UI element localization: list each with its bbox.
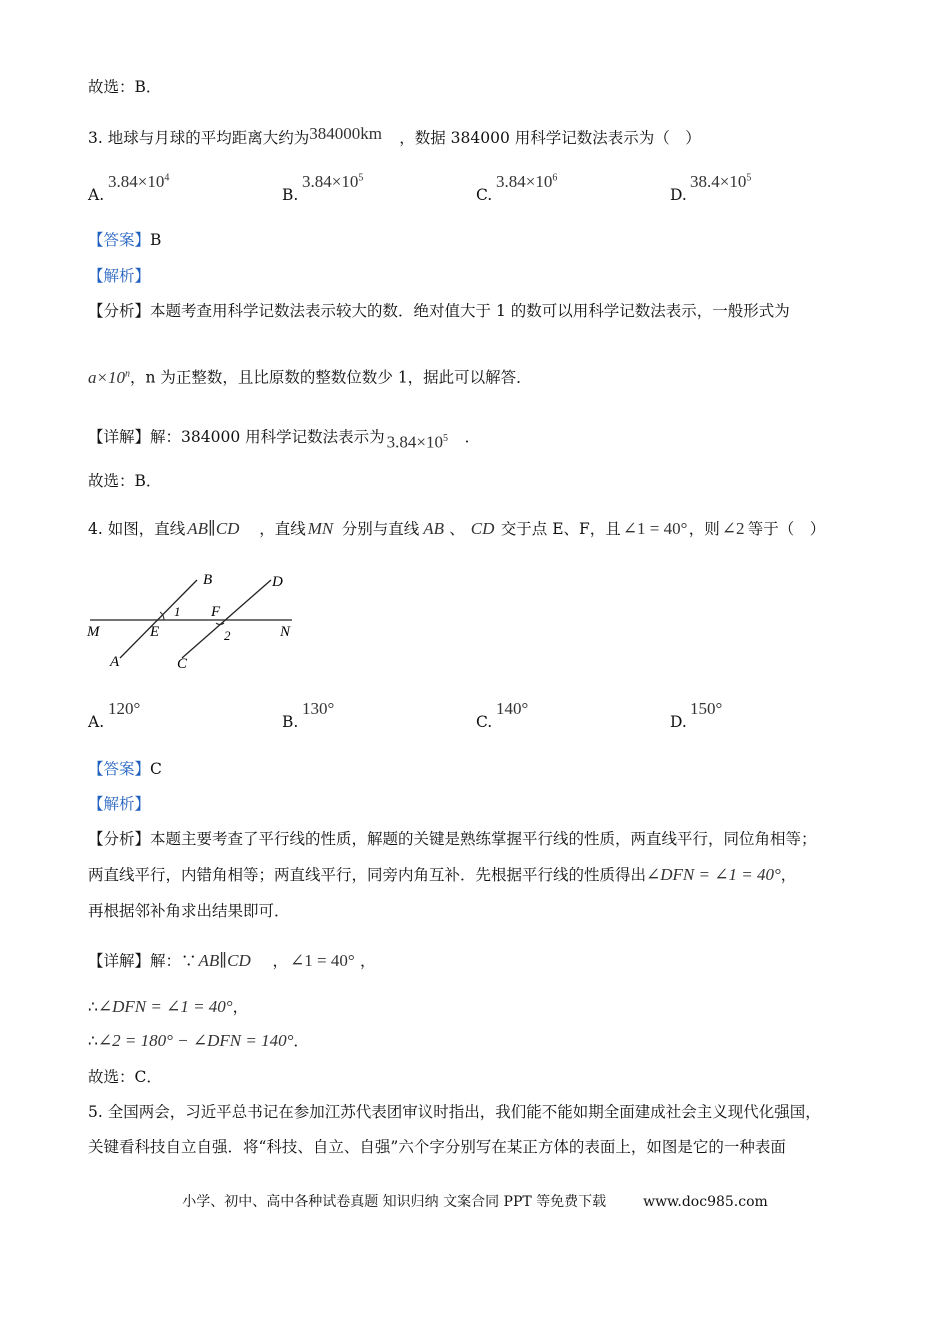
q4-option-b: B. 130° — [282, 699, 335, 731]
q2-conclusion: 故选：B． — [88, 78, 162, 96]
label-c: C — [177, 656, 188, 672]
q3-conclusion: 故选：B． — [88, 472, 162, 490]
label-b: B — [203, 572, 213, 588]
q3-distance: 384000km — [309, 124, 382, 143]
label-n: N — [280, 624, 291, 640]
q4-analysis-line2: 两直线平行，内错角相等；两直线平行，同旁内角互补．先根据平行线的性质得出∠DFN = ∠1 = 40°， — [88, 865, 797, 884]
label-m: M — [87, 624, 100, 640]
q4-figure — [84, 568, 304, 676]
q4-stem: 4. 如图，直线 AB∥CD ，直线 MN 分别与直线 AB 、 CD 交于点 E、F，且 ∠1 = 40° ，则 ∠2 等于（ ） — [88, 519, 826, 538]
q3-analysis-line2: $a\times 10^n$，n 为正整数，且比原数的整数位数少 1，据此可以解答． — [88, 367, 532, 387]
line-ab — [120, 580, 197, 658]
label-a: A — [110, 654, 120, 670]
q3-option-c: C. $3.84\times 10^6$ — [476, 172, 558, 204]
q4-step2: ∴∠2 = 180° − ∠DFN = 140°． — [88, 1031, 309, 1050]
q4-option-a: A. 120° — [88, 699, 141, 731]
q3-analysis-tag: 【解析】 — [88, 267, 151, 285]
line-cd — [182, 580, 271, 658]
q4-analysis-line1: 【分析】本题主要考查了平行线的性质，解题的关键是熟练掌握平行线的性质，两直线平行，同位角相等； — [88, 830, 817, 848]
q4-analysis-line3: 再根据邻补角求出结果即可． — [88, 902, 290, 920]
angle-2-arc — [216, 623, 224, 625]
q4-option-d: D. 150° — [670, 699, 723, 731]
q3-option-b: B. $3.84\times 10^5$ — [282, 172, 364, 204]
footer-text: 小学、初中、高中各种试卷真题 知识归纳 文案合同 PPT 等免费下载 — [182, 1194, 607, 1210]
q3-detail: 【详解】解：384000 用科学记数法表示为 $3.84\times 10^5$ ． — [88, 428, 481, 452]
q3-stem — [88, 124, 701, 149]
q3-option-d: D. $38.4\times 10^5$ — [670, 172, 752, 204]
label-1: 1 — [174, 604, 181, 619]
label-d: D — [272, 574, 283, 590]
q3-stem-prefix: 3. 地球与月球的平均距离大约为 — [88, 129, 310, 147]
q3-analysis-line1: 【分析】本题考查用科学记数法表示较大的数．绝对值大于 1 的数可以用科学记数法表示，一般形式为 — [88, 302, 790, 320]
label-2: 2 — [224, 628, 231, 643]
q3-option-a: A. $3.84\times 10^4$ — [88, 172, 170, 204]
label-f: F — [211, 604, 221, 620]
q4-analysis-tag: 【解析】 — [88, 795, 151, 813]
q3-answer: 【答案】B — [88, 231, 162, 249]
label-e: E — [150, 624, 160, 640]
q4-detail: 【详解】解：∵ AB∥CD ， ∠1 = 40° ， — [88, 951, 376, 970]
q4-option-c: C. 140° — [476, 699, 529, 731]
page-footer — [0, 1191, 950, 1211]
q4-answer: 【答案】C — [88, 760, 162, 778]
footer-url[interactable]: www.doc985.com — [643, 1194, 768, 1210]
q5-line2: 关键看科技自立自强．将“科技、自立、自强”六个字分别写在某正方体的表面上，如图是它的一种表面 — [88, 1138, 786, 1156]
q4-step1: ∴∠DFN = ∠1 = 40°， — [88, 997, 249, 1016]
q4-conclusion: 故选：C． — [88, 1068, 162, 1086]
q5-line1: 5. 全国两会，习近平总书记在参加江苏代表团审议时指出，我们能不能如期全面建成社会主义现代化强国， — [88, 1103, 821, 1121]
q3-stem-suffix: ，数据 384000 用科学记数法表示为（ ） — [399, 129, 701, 147]
